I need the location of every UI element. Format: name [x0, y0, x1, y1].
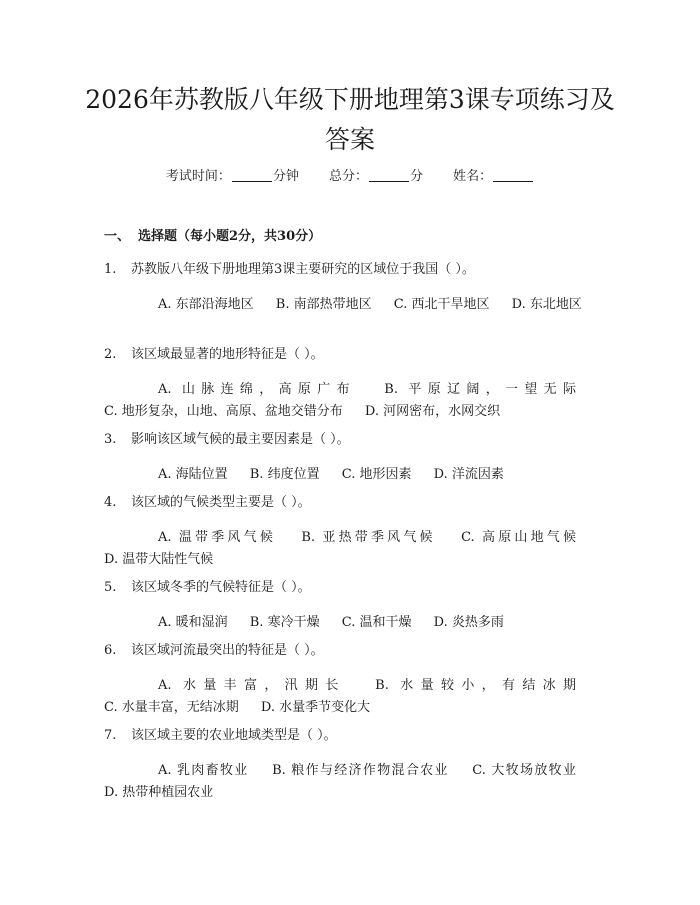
answer-option-d: D. 温带大陆性气候 — [104, 552, 214, 567]
question-text: 该区域最显著的地形特征是（ ）。 — [131, 347, 324, 362]
student-name-field — [453, 167, 534, 187]
answer-option-b: B. 水量较小，有结冰期 — [375, 678, 576, 693]
answer-option-d: D. 炎热多雨 — [433, 615, 504, 630]
section-number: 一、 — [104, 229, 131, 244]
question-item — [104, 493, 594, 571]
answer-option-d: D. 河网密布，水网交织 — [364, 404, 501, 419]
total-score-unit: 分 — [410, 169, 424, 184]
answer-option-d: D. 东北地区 — [511, 297, 582, 312]
answer-option-a: A. 山脉连绵，高原广布 — [158, 382, 356, 397]
answer-option-c: C. 温和干燥 — [341, 615, 412, 630]
question-text: 影响该区域气候的最主要因素是（ ）。 — [131, 432, 350, 447]
answer-option-c: C. 地形因素 — [341, 467, 412, 482]
question-stem — [104, 345, 594, 365]
question-number: 4. — [104, 495, 117, 510]
question-item — [104, 726, 594, 804]
exam-time-blank — [232, 167, 272, 182]
exam-time-field — [166, 167, 299, 187]
question-stem — [104, 260, 594, 280]
question-text: 该区域的气候类型主要是（ ）。 — [131, 495, 311, 510]
answer-option-c: C. 地形复杂，山地、高原、盆地交错分布 — [104, 404, 343, 419]
answer-option-c: C. 水量丰富，无结冰期 — [104, 700, 239, 715]
answer-options — [104, 527, 594, 571]
answer-options — [104, 675, 594, 719]
answer-option-b: B. 纬度位置 — [249, 467, 320, 482]
section-heading — [104, 227, 321, 247]
question-item — [104, 641, 594, 719]
answer-option-a: A. 温带季风气候 — [158, 530, 277, 545]
answer-options — [104, 464, 594, 486]
question-stem — [104, 493, 594, 513]
answer-options — [104, 379, 594, 423]
answer-option-a: A. 水量丰富，汛期长 — [158, 678, 346, 693]
question-text: 该区域主要的农业地域类型是（ ）。 — [131, 728, 337, 743]
student-name-label: 姓名： — [453, 169, 493, 184]
question-number: 7. — [104, 728, 117, 743]
document-title: 2026年苏教版八年级下册地理第3课专项练习及答案 — [85, 85, 615, 154]
exam-time-label: 考试时间： — [165, 169, 231, 184]
question-stem — [104, 726, 594, 746]
answer-option-a: A. 乳肉畜牧业 — [158, 763, 249, 778]
question-number: 3. — [104, 432, 117, 447]
exam-time-unit: 分钟 — [272, 169, 299, 184]
answer-option-c: C. 高原山地气候 — [461, 530, 576, 545]
answer-option-b: B. 粮作与经济作物混合农业 — [272, 763, 449, 778]
question-item — [104, 578, 594, 634]
total-score-label: 总分： — [328, 169, 368, 184]
answer-option-b: B. 南部热带地区 — [275, 297, 372, 312]
answer-option-c: C. 西北干旱地区 — [393, 297, 490, 312]
question-item — [104, 345, 594, 423]
total-score-field — [329, 167, 423, 187]
question-item — [104, 260, 594, 316]
answer-option-a: A. 暖和湿润 — [158, 615, 228, 630]
question-stem — [104, 430, 594, 450]
question-text: 该区域冬季的气候特征是（ ）。 — [131, 580, 311, 595]
student-name-blank — [493, 167, 533, 182]
question-text: 该区域河流最突出的特征是（ ）。 — [131, 643, 324, 658]
answer-option-d: D. 水量季节变化大 — [260, 700, 371, 715]
answer-option-d: D. 洋流因素 — [433, 467, 504, 482]
exam-info-line — [0, 167, 700, 187]
question-text: 苏教版八年级下册地理第3课主要研究的区域位于我国（ ）。 — [131, 262, 475, 277]
answer-options — [104, 612, 594, 634]
answer-option-a: A. 东部沿海地区 — [158, 297, 254, 312]
question-number: 6. — [104, 643, 117, 658]
answer-options — [104, 760, 594, 804]
question-item — [104, 430, 594, 486]
answer-option-b: B. 寒冷干燥 — [249, 615, 320, 630]
question-stem — [104, 578, 594, 598]
question-number: 1. — [104, 262, 117, 277]
question-stem — [104, 641, 594, 661]
answer-option-b: B. 亚热带季风气候 — [301, 530, 436, 545]
answer-options — [104, 294, 594, 316]
question-number: 5. — [104, 580, 117, 595]
section-title: 选择题（每小题2分，共30分） — [138, 229, 322, 244]
answer-option-d: D. 热带种植园农业 — [104, 785, 214, 800]
total-score-blank — [369, 167, 409, 182]
question-number: 2. — [104, 347, 117, 362]
answer-option-a: A. 海陆位置 — [158, 467, 228, 482]
answer-option-c: C. 大牧场放牧业 — [472, 763, 577, 778]
answer-option-b: B. 平原辽阔，一望无际 — [384, 382, 576, 397]
